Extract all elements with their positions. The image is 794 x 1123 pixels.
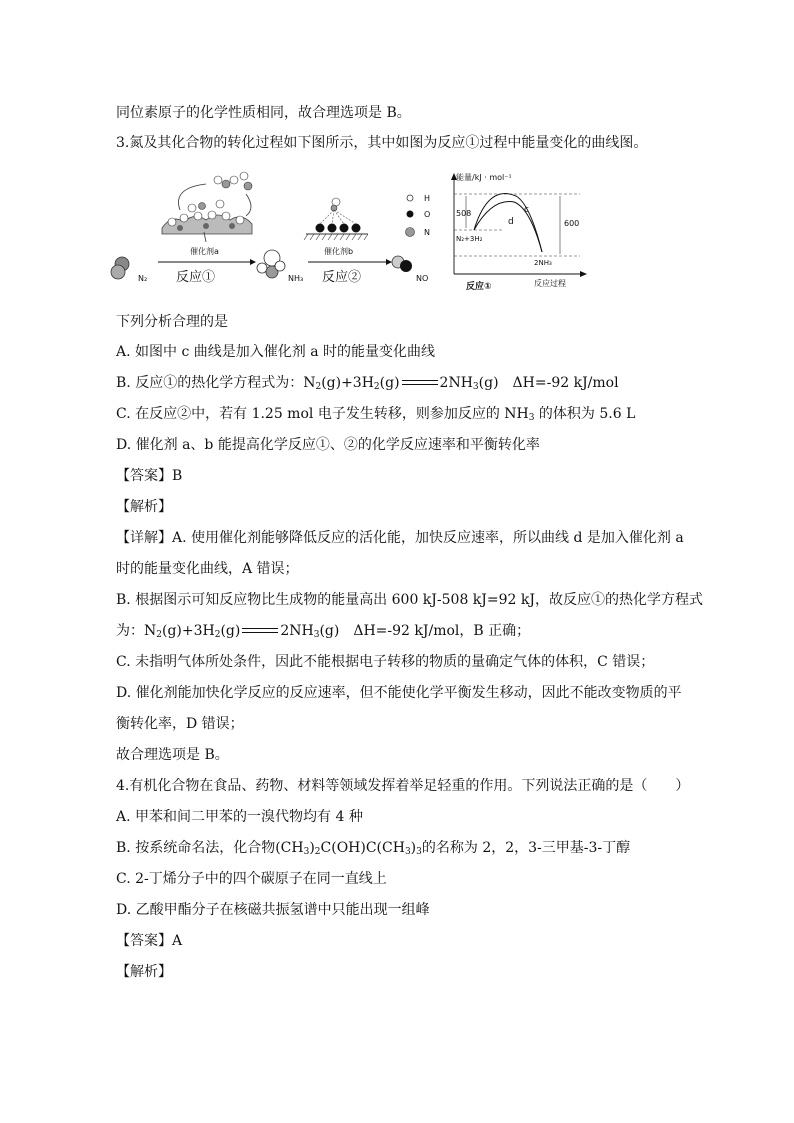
option-b-text: )	[309, 840, 315, 856]
option-b-text: B. 反应①的热化学方程式为：N	[116, 375, 316, 391]
curve-d-label: d	[508, 217, 514, 227]
text-line: 同位素原子的化学性质相同，故合理选项是 B。	[116, 105, 411, 121]
catalyst-a-surface-icon	[162, 172, 252, 242]
option-c-text: 的体积为 5.6 L	[534, 406, 636, 422]
question-4-stem: 4.有机化合物在食品、药物、材料等领域发挥着举足轻重的作用。下列说法正确的是（ ）	[116, 778, 690, 794]
product-label: 2NH₃	[534, 259, 552, 267]
equilibrium-arrow-icon	[240, 626, 280, 636]
analysis-label: 【解析】	[116, 499, 172, 515]
atom-legend	[406, 194, 431, 237]
sub: 3	[528, 413, 535, 423]
option-b-text: (g)	[379, 375, 400, 391]
sub: 2	[314, 847, 321, 857]
catalyst-a-label: 催化剂a	[190, 247, 219, 256]
answer-label: 【答案】A	[116, 933, 183, 949]
option-d: D. 催化剂 a、b 能提高化学反应①、②的化学反应速率和平衡转化率	[116, 437, 540, 453]
option-b-text: C(OH)C(CH	[320, 840, 405, 856]
explanation-line: B. 根据图示可知反应物比生成物的能量高出 600 kJ-508 kJ=92 kJ，故反应①的热化学方程式	[116, 592, 703, 608]
explanation-text: (g)+3H	[161, 623, 215, 639]
o-atom-icon	[407, 211, 414, 218]
value-508: 508	[456, 209, 472, 218]
option-a: A. 甲苯和间二甲苯的一溴代物均有 4 种	[116, 809, 363, 825]
explanation-text: (g)	[220, 623, 241, 639]
option-b-text: (g)+3H	[321, 375, 374, 391]
sub: 2	[156, 630, 162, 640]
question-3-figure	[110, 168, 590, 296]
option-b-text: )	[410, 840, 417, 856]
sub: 3	[313, 630, 320, 640]
nh3-label: NH₃	[288, 274, 304, 283]
legend-o: O	[424, 210, 431, 219]
n2-label: N₂	[138, 274, 148, 283]
n-atom-icon	[406, 228, 415, 237]
sub: 3	[404, 847, 411, 857]
explanation-text: (g) ΔH=-92 kJ/mol，B 正确；	[319, 623, 531, 639]
reaction-2-label: 反应②	[322, 270, 362, 285]
n2-molecule-icon	[111, 257, 129, 279]
reaction-progress-label: 反应过程	[534, 279, 566, 288]
curve-c-label: c	[524, 205, 529, 215]
energy-diagram	[451, 172, 587, 292]
option-d: D. 乙酸甲酯分子在核磁共振氢谱中只能出现一组峰	[116, 902, 430, 918]
question-prompt: 下列分析合理的是	[116, 314, 228, 330]
sub: 3	[416, 847, 422, 857]
option-b-text: 的名称为 2，2，3-三甲基-3-丁醇	[421, 840, 631, 856]
explanation-line: 【详解】A. 使用催化剂能够降低反应的活化能，加快反应速率，所以曲线 d 是加入催化剂 a	[116, 530, 684, 546]
no-label: NO	[416, 274, 429, 283]
sub: 2	[373, 382, 380, 392]
sub: 2	[315, 382, 322, 392]
reaction-diagram	[110, 168, 590, 296]
no-molecule-icon	[392, 256, 412, 272]
explanation-line: D. 催化剂能加快化学反应的反应速率，但不能使化学平衡发生移动，因此不能改变物质的平	[116, 685, 682, 701]
option-b-text: (g) ΔH=-92 kJ/mol	[478, 375, 619, 391]
explanation-line: 故合理选项是 B。	[116, 747, 229, 763]
option-b	[116, 374, 619, 392]
answer-label: 【答案】B	[116, 468, 183, 484]
reaction-1-label: 反应①	[176, 270, 216, 285]
option-c-text: C. 在反应②中，若有 1.25 mol 电子发生转移，则参加反应的 NH	[116, 406, 529, 422]
energy-axis-label: 能量/kJ · mol⁻¹	[456, 173, 512, 182]
option-b-text: B. 按系统命名法，化合物(CH	[116, 840, 304, 856]
option-c	[116, 405, 635, 423]
explanation-text: 2NH	[280, 623, 314, 639]
value-600: 600	[564, 219, 580, 228]
option-a: A. 如图中 c 曲线是加入催化剂 a 时的能量变化曲线	[116, 344, 435, 360]
question-3-stem: 3.氮及其化合物的转化过程如下图所示，其中如图为反应①过程中能量变化的曲线图。	[116, 135, 648, 151]
panel-label: 反应①	[466, 282, 492, 292]
analysis-label: 【解析】	[116, 964, 172, 980]
option-c: C. 2-丁烯分子中的四个碳原子在同一直线上	[116, 871, 387, 887]
sub: 3	[303, 847, 310, 857]
legend-h: H	[424, 194, 431, 203]
nh3-molecule-icon	[257, 250, 285, 278]
reactants-label: N₂+3H₂	[456, 235, 483, 243]
option-b-text: 2NH	[439, 375, 473, 391]
sub: 3	[472, 382, 479, 392]
catalyst-b-surface-icon	[304, 198, 368, 240]
explanation-text: 为：N	[116, 623, 157, 639]
explanation-line: C. 未指明气体所处条件，因此不能根据电子转移的物质的量确定气体的体积，C 错误；	[116, 654, 655, 670]
h-atom-icon	[407, 195, 413, 201]
catalyst-b-label: 催化剂b	[324, 247, 354, 256]
sub: 2	[214, 630, 221, 640]
explanation-line: 时的能量变化曲线，A 错误；	[116, 561, 299, 577]
legend-n: N	[424, 228, 430, 237]
explanation-line: 衡转化率，D 错误；	[116, 716, 244, 732]
equilibrium-arrow-icon	[400, 378, 440, 388]
explanation-line	[116, 622, 530, 640]
option-b	[116, 839, 630, 857]
